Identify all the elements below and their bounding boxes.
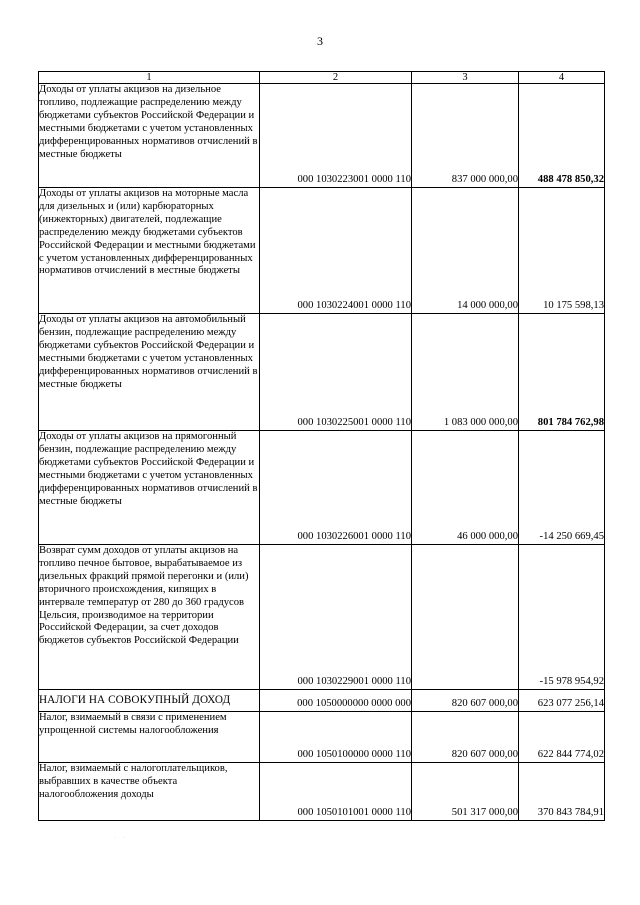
row-actual-amount: 488 478 850,32 [519, 84, 605, 188]
row-planned-amount: 1 083 000 000,00 [412, 314, 519, 431]
table-row [39, 188, 605, 314]
row-description: Доходы от уплаты акцизов на автомобильный бензин, подлежащие распределению между бюджетами субъектов Российской Федерации и местными бюджетами с учетом установленных дифференцированных нормативов отчислений в местные бюджеты [39, 314, 260, 431]
table-row [39, 84, 605, 188]
row-budget-code: 000 1030225001 0000 110 [260, 314, 412, 431]
page-number: 3 [317, 34, 323, 48]
table-row [39, 431, 605, 545]
row-description: Возврат сумм доходов от уплаты акцизов на топливо печное бытовое, вырабатываемое из дизельных фракций прямой перегонки и (или) вторичного происхождения, кипящих в интервале температур от 280 до 360 градусов Цельсия, производимое на территории Российской Федерации, за счет доходов бюджетов субъектов Российской Федерации [39, 545, 260, 690]
row-planned-amount: 820 607 000,00 [412, 690, 519, 712]
row-planned-amount: 14 000 000,00 [412, 188, 519, 314]
row-budget-code: 000 1050100000 0000 110 [260, 712, 412, 763]
table-row [39, 763, 605, 821]
row-description: Доходы от уплаты акцизов на прямогонный бензин, подлежащие распределению между бюджетами субъектов Российской Федерации и местными бюджетами с учетом установленных дифференцированных нормативов отчислений в местные бюджеты [39, 431, 260, 545]
row-actual-amount: 623 077 256,14 [519, 690, 605, 712]
row-actual-amount: 10 175 598,13 [519, 188, 605, 314]
row-actual-amount: -15 978 954,92 [519, 545, 605, 690]
column-header: 2 [260, 72, 412, 84]
column-header: 1 [39, 72, 260, 84]
column-header: 3 [412, 72, 519, 84]
column-header: 4 [519, 72, 605, 84]
row-description: Налог, взимаемый в связи с применением упрощенной системы налогообложения [39, 712, 260, 763]
row-budget-code: 000 1050000000 0000 000 [260, 690, 412, 712]
row-budget-code: 000 1030226001 0000 110 [260, 431, 412, 545]
row-description: Налог, взимаемый с налогоплательщиков, выбравших в качестве объекта налогообложения доходы [39, 763, 260, 821]
row-planned-amount: 820 607 000,00 [412, 712, 519, 763]
row-description: Доходы от уплаты акцизов на дизельное топливо, подлежащие распределению между бюджетами субъектов Российской Федерации и местными бюджетами с учетом установленных дифференцированных нормативов отчислений в местные бюджеты [39, 84, 260, 188]
row-planned-amount: 46 000 000,00 [412, 431, 519, 545]
row-budget-code: 000 1030229001 0000 110 [260, 545, 412, 690]
row-actual-amount: 801 784 762,98 [519, 314, 605, 431]
row-actual-amount: -14 250 669,45 [519, 431, 605, 545]
table-row [39, 545, 605, 690]
row-actual-amount: 622 844 774,02 [519, 712, 605, 763]
row-description: Доходы от уплаты акцизов на моторные масла для дизельных и (или) карбюраторных (инжекторных) двигателей, подлежащие распределению между бюджетами субъектов Российской Федерации и местными бюджетами с учетом установленных дифференцированных нормативов отчислений в местные бюджеты [39, 188, 260, 314]
table-header-row [39, 72, 605, 84]
row-budget-code: 000 1030223001 0000 110 [260, 84, 412, 188]
row-planned-amount [412, 545, 519, 690]
row-description: НАЛОГИ НА СОВОКУПНЫЙ ДОХОД [39, 690, 260, 712]
row-actual-amount: 370 843 784,91 [519, 763, 605, 821]
table-row [39, 690, 605, 712]
budget-revenue-table [38, 71, 605, 821]
row-planned-amount: 501 317 000,00 [412, 763, 519, 821]
row-planned-amount: 837 000 000,00 [412, 84, 519, 188]
table-row [39, 712, 605, 763]
table-row [39, 314, 605, 431]
row-budget-code: 000 1030224001 0000 110 [260, 188, 412, 314]
row-budget-code: 000 1050101001 0000 110 [260, 763, 412, 821]
scan-noise: · · [114, 835, 129, 841]
